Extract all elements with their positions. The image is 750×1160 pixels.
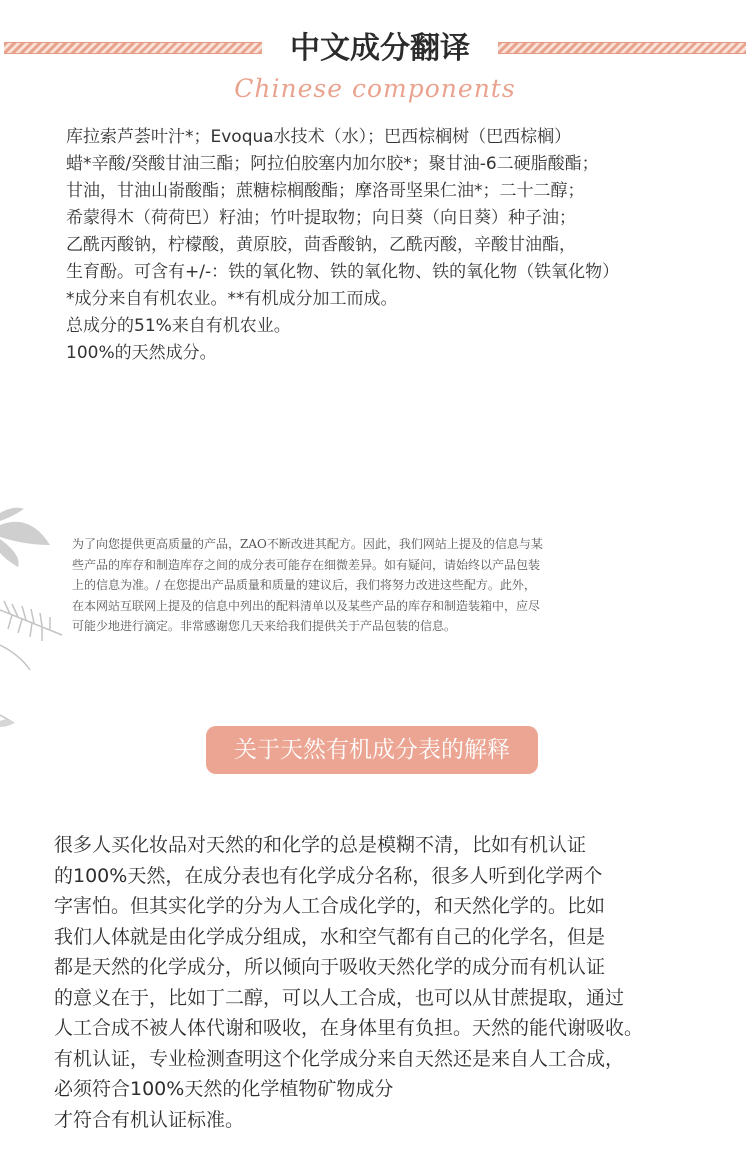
disclaimer-text bbox=[72, 534, 702, 637]
decorative-band-right bbox=[498, 42, 746, 54]
decorative-band-left bbox=[4, 42, 262, 54]
ingredients-line: 甘油，甘油山嵛酸酯；蔗糖棕榈酸酯；摩洛哥坚果仁油*；二十二醇； bbox=[66, 181, 585, 201]
explanation-line: 的意义在于，比如丁二醇，可以人工合成，也可以从甘蔗提取，通过 bbox=[54, 986, 625, 1009]
section-heading-badge: 关于天然有机成分表的解释 bbox=[206, 726, 538, 774]
disclaimer-line: 上的信息为准。/ 在您提出产品质量和质量的建议后，我们将努力改进这些配方。此外， bbox=[72, 578, 536, 592]
explanation-line: 的100%天然，在成分表也有化学成分名称，很多人听到化学两个 bbox=[54, 864, 603, 887]
ingredients-line: 希蒙得木（荷荷巴）籽油；竹叶提取物；向日葵（向日葵）种子油； bbox=[66, 208, 576, 228]
disclaimer-line: 为了向您提供更高质量的产品，ZAO不断改进其配方。因此，我们网站上提及的信息与某 bbox=[72, 537, 543, 551]
explanation-line: 都是天然的化学成分，所以倾向于吸收天然化学的成分而有机认证 bbox=[54, 956, 606, 978]
explanation-line: 字害怕。但其实化学的分为人工合成化学的，和天然化学的。比如 bbox=[54, 895, 606, 917]
explanation-line: 我们人体就是由化学成分组成，水和空气都有自己的化学名，但是 bbox=[54, 925, 606, 948]
explanation-line: 很多人买化妆品对天然的和化学的总是模糊不清，比如有机认证 bbox=[54, 834, 587, 856]
disclaimer-line: 些产品的库存和制造库存之间的成分表可能存在细微差异。如有疑问，请始终以产品包装 bbox=[72, 557, 541, 572]
ingredients-note: *成分来自有机农业。**有机成分加工而成。 bbox=[66, 289, 398, 309]
ingredients-note: 总成分的51%来自有机农业。 bbox=[66, 316, 291, 336]
explanation-text bbox=[54, 830, 744, 1135]
explanation-line: 才符合有机认证标准。 bbox=[54, 1108, 245, 1131]
ingredients-list bbox=[66, 124, 746, 367]
disclaimer-line: 可能少地进行滴定。非常感谢您几天来给我们提供关于产品包装的信息。 bbox=[72, 619, 457, 633]
explanation-line: 必须符合100%天然的化学植物矿物成分 bbox=[54, 1078, 394, 1100]
page-subtitle: Chinese components bbox=[234, 74, 516, 103]
ingredients-line: 生育酚。可含有+/-：铁的氧化物、铁的氧化物、铁的氧化物（铁氧化物） bbox=[66, 262, 620, 282]
leaf-decoration-icon bbox=[0, 505, 70, 745]
ingredients-note: 100%的天然成分。 bbox=[66, 343, 217, 363]
ingredients-line: 乙酰丙酸钠，柠檬酸，黄原胶，茴香酸钠，乙酰丙酸，辛酸甘油酯， bbox=[66, 235, 576, 255]
disclaimer-line: 在本网站互联网上提及的信息中列出的配料清单以及某些产品的库存和制造装箱中，应尽 bbox=[72, 598, 541, 613]
header bbox=[0, 28, 750, 70]
page-title: 中文成分翻译 bbox=[290, 31, 470, 66]
ingredients-line: 库拉索芦荟叶汁*；Evoqua水技术（水）；巴西棕榈树（巴西棕榈） bbox=[66, 127, 572, 147]
explanation-line: 人工合成不被人体代谢和吸收，在身体里有负担。天然的能代谢吸收。 bbox=[54, 1017, 644, 1039]
ingredients-line: 蜡*辛酸/癸酸甘油三酯；阿拉伯胶塞内加尔胶*；聚甘油-6二硬脂酸酯； bbox=[66, 154, 599, 174]
explanation-line: 有机认证，专业检测查明这个化学成分来自天然还是来自人工合成， bbox=[54, 1047, 625, 1070]
